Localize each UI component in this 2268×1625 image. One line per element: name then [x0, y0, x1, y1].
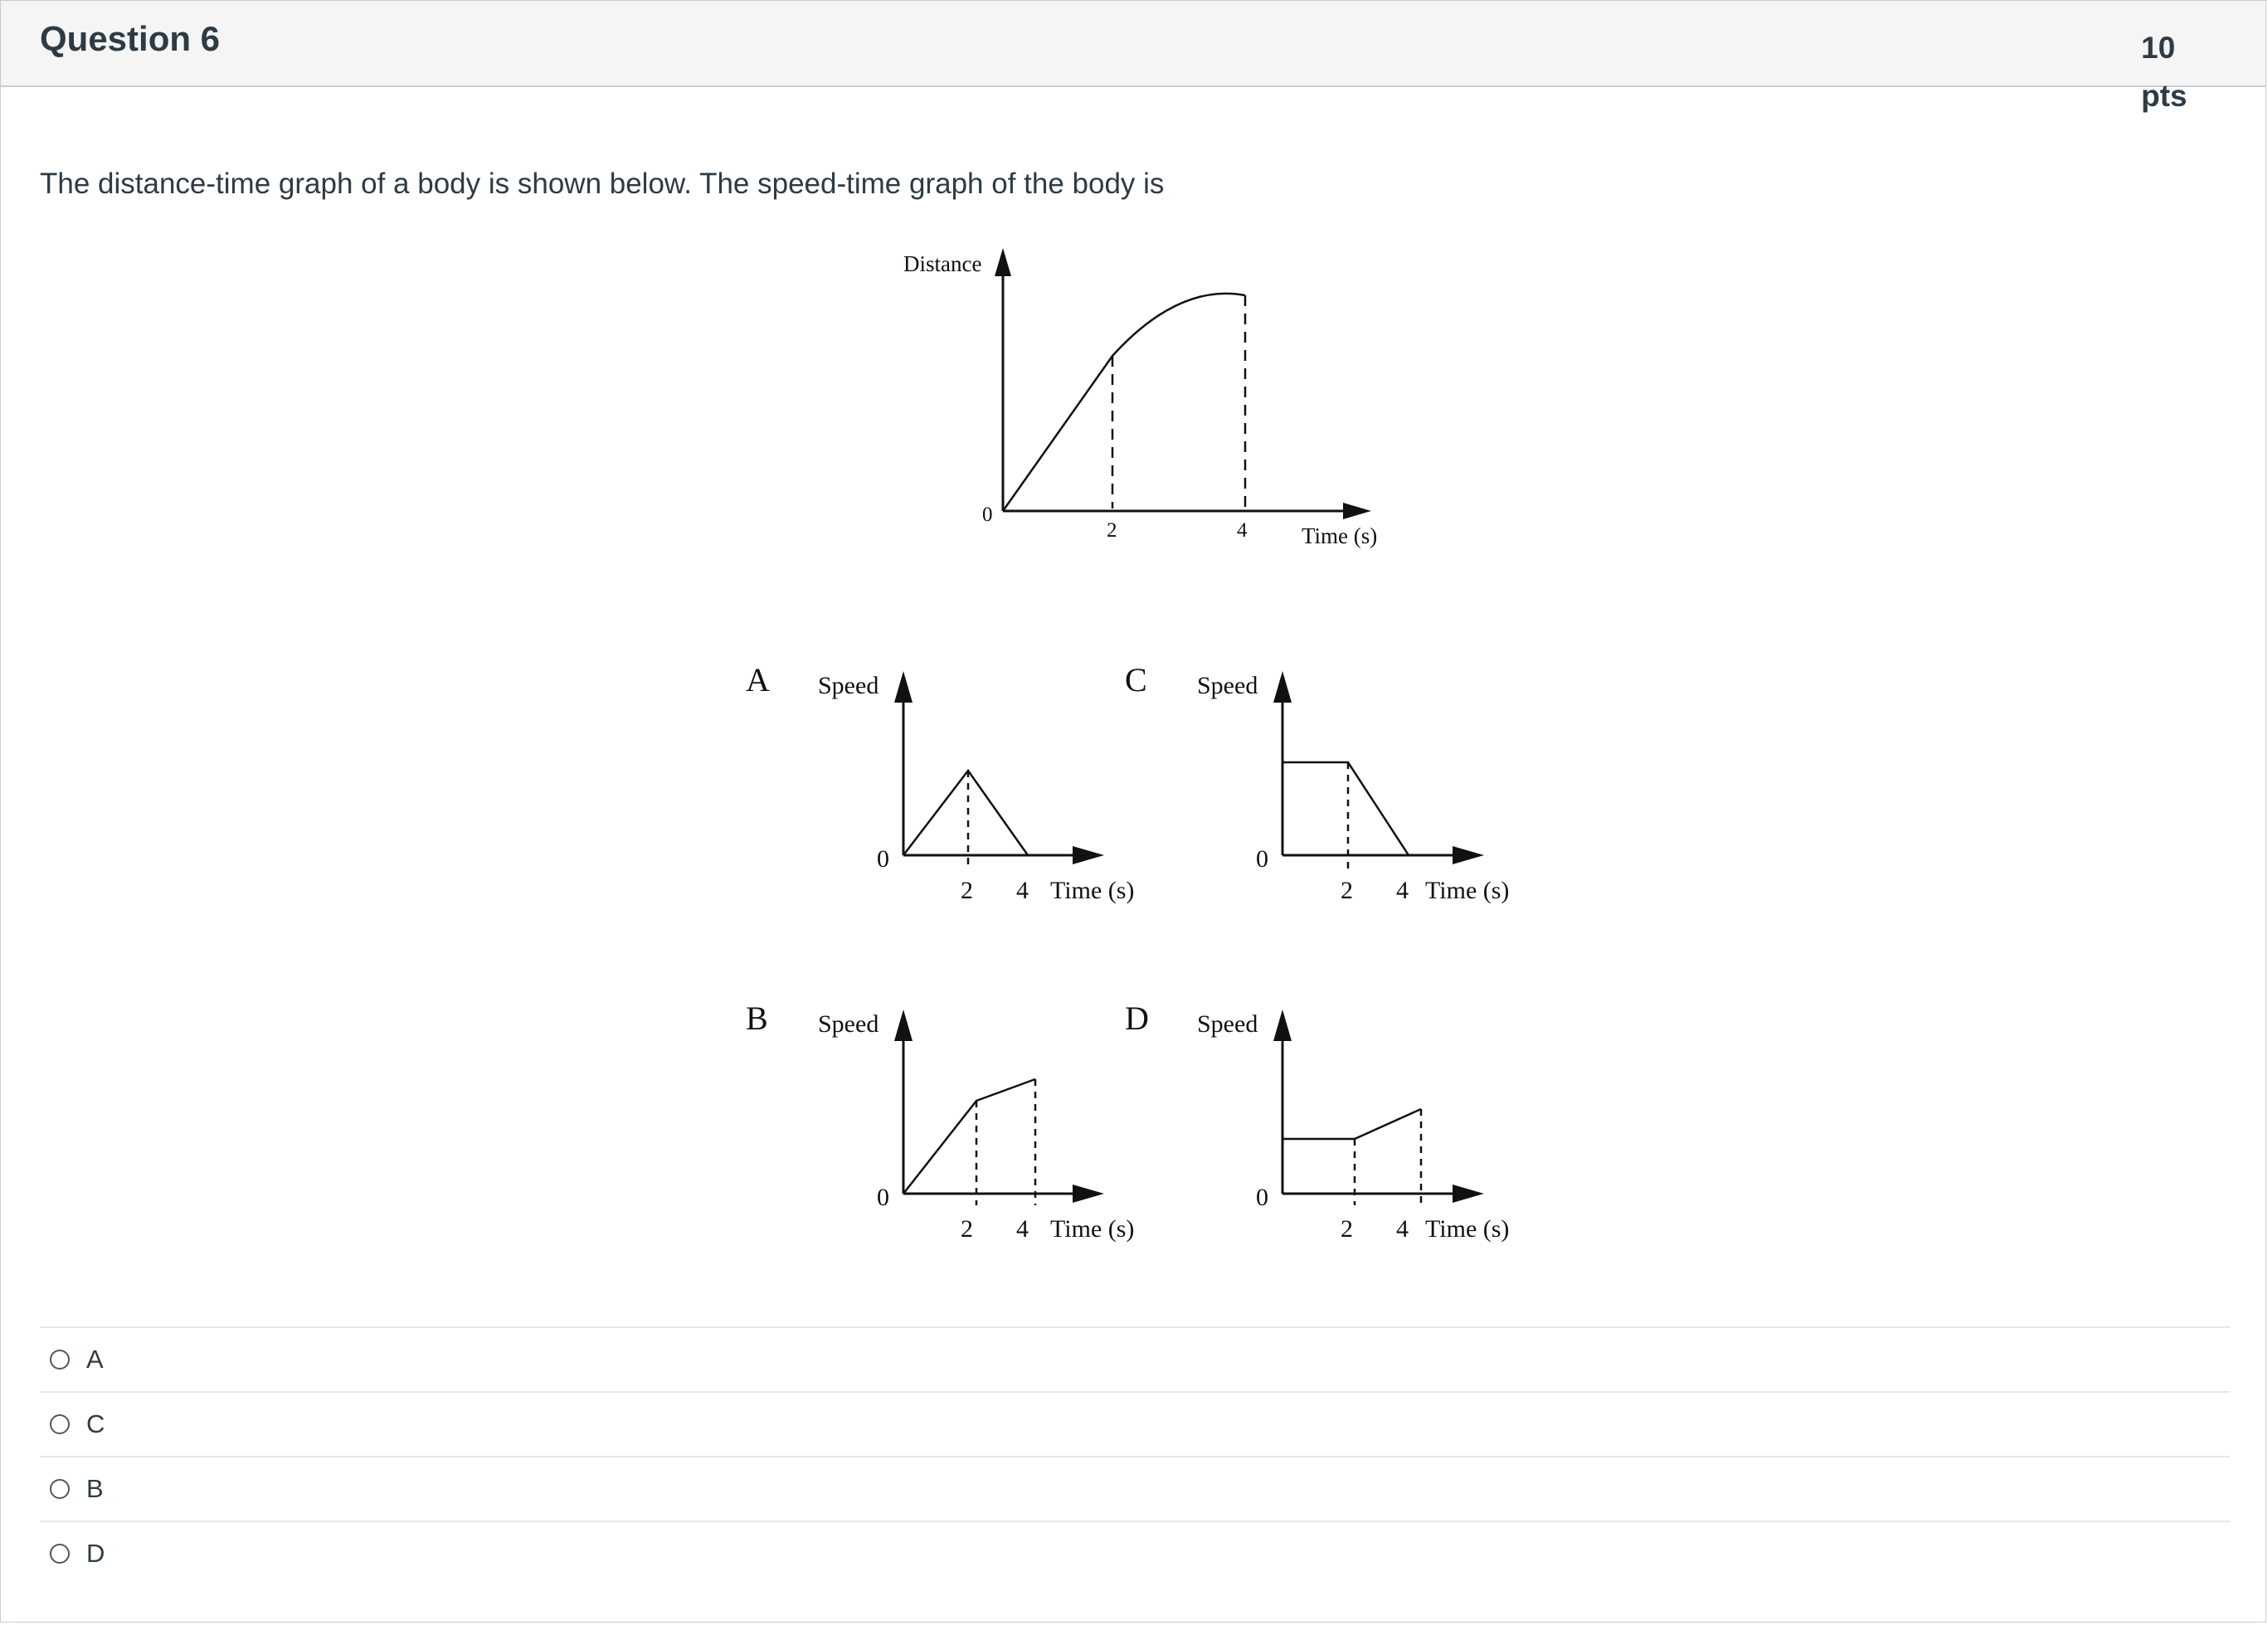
option-xlabel: Time (s) — [1050, 1215, 1135, 1243]
option-tick-4: 4 — [1016, 1215, 1029, 1243]
option-letter: D — [1125, 1000, 1149, 1037]
main-tick-2: 2 — [1107, 519, 1117, 542]
option-origin: 0 — [877, 1184, 889, 1211]
main-origin: 0 — [982, 504, 993, 526]
main-ylabel: Distance — [903, 251, 982, 276]
points-value: 10 — [2141, 31, 2176, 65]
option-letter: A — [746, 661, 770, 698]
answer-label: A — [86, 1345, 104, 1374]
answer-label: D — [86, 1539, 105, 1568]
option-tick-4: 4 — [1396, 877, 1409, 904]
option-tick-2: 2 — [961, 1215, 973, 1243]
option-x-arrow — [1453, 1185, 1484, 1203]
radio-button[interactable] — [50, 1350, 70, 1370]
option-tick-2: 2 — [961, 877, 973, 904]
option-graph-a — [746, 661, 1134, 904]
radio-button[interactable] — [50, 1479, 70, 1499]
answer-option-b[interactable] — [40, 1456, 2230, 1520]
option-speed-line — [1282, 1109, 1421, 1139]
option-xlabel: Time (s) — [1050, 877, 1135, 904]
option-ylabel: Speed — [818, 1010, 879, 1038]
option-tick-4: 4 — [1016, 877, 1029, 904]
option-y-arrow — [894, 671, 913, 703]
option-ylabel: Speed — [1197, 1010, 1258, 1038]
option-speed-line — [903, 1079, 1035, 1194]
option-graph-d — [1125, 1000, 1509, 1243]
answer-option-d[interactable] — [40, 1520, 2230, 1585]
option-y-arrow — [1273, 1010, 1292, 1041]
option-speed-line — [1282, 762, 1409, 855]
option-x-arrow — [1073, 846, 1104, 864]
answer-list — [40, 1326, 2230, 1585]
option-x-arrow — [1073, 1185, 1104, 1203]
option-origin: 0 — [1256, 1184, 1268, 1211]
main-y-arrow — [995, 248, 1011, 276]
option-y-arrow — [894, 1010, 913, 1041]
answer-label: C — [86, 1409, 105, 1438]
option-tick-2: 2 — [1341, 877, 1353, 904]
main-x-arrow — [1343, 503, 1371, 519]
option-letter: C — [1125, 661, 1147, 698]
main-xlabel: Time (s) — [1302, 523, 1378, 548]
option-ylabel: Speed — [1197, 672, 1258, 699]
radio-button[interactable] — [50, 1414, 70, 1434]
main-tick-4: 4 — [1237, 519, 1248, 542]
option-x-arrow — [1453, 846, 1484, 864]
option-origin: 0 — [877, 845, 889, 873]
option-graph-b — [746, 1000, 1134, 1243]
option-speed-line — [903, 771, 1028, 855]
question-title: Question 6 — [40, 19, 221, 58]
main-curve — [1003, 294, 1245, 511]
points-unit: pts — [2141, 79, 2188, 113]
option-tick-2: 2 — [1341, 1215, 1353, 1243]
question-text: The distance-time graph of a body is shown below. The speed-time graph of the body is — [40, 168, 1165, 200]
option-graph-c — [1125, 661, 1509, 904]
radio-button[interactable] — [50, 1544, 70, 1564]
option-ylabel: Speed — [818, 672, 879, 699]
answer-option-a[interactable] — [40, 1326, 2230, 1391]
option-xlabel: Time (s) — [1425, 1215, 1510, 1243]
answer-option-c[interactable] — [40, 1391, 2230, 1456]
answer-label: B — [86, 1474, 104, 1503]
option-y-arrow — [1273, 671, 1292, 703]
option-origin: 0 — [1256, 845, 1268, 873]
distance-time-graph — [903, 248, 1377, 548]
option-letter: B — [746, 1000, 768, 1037]
option-xlabel: Time (s) — [1425, 877, 1510, 904]
option-tick-4: 4 — [1396, 1215, 1409, 1243]
